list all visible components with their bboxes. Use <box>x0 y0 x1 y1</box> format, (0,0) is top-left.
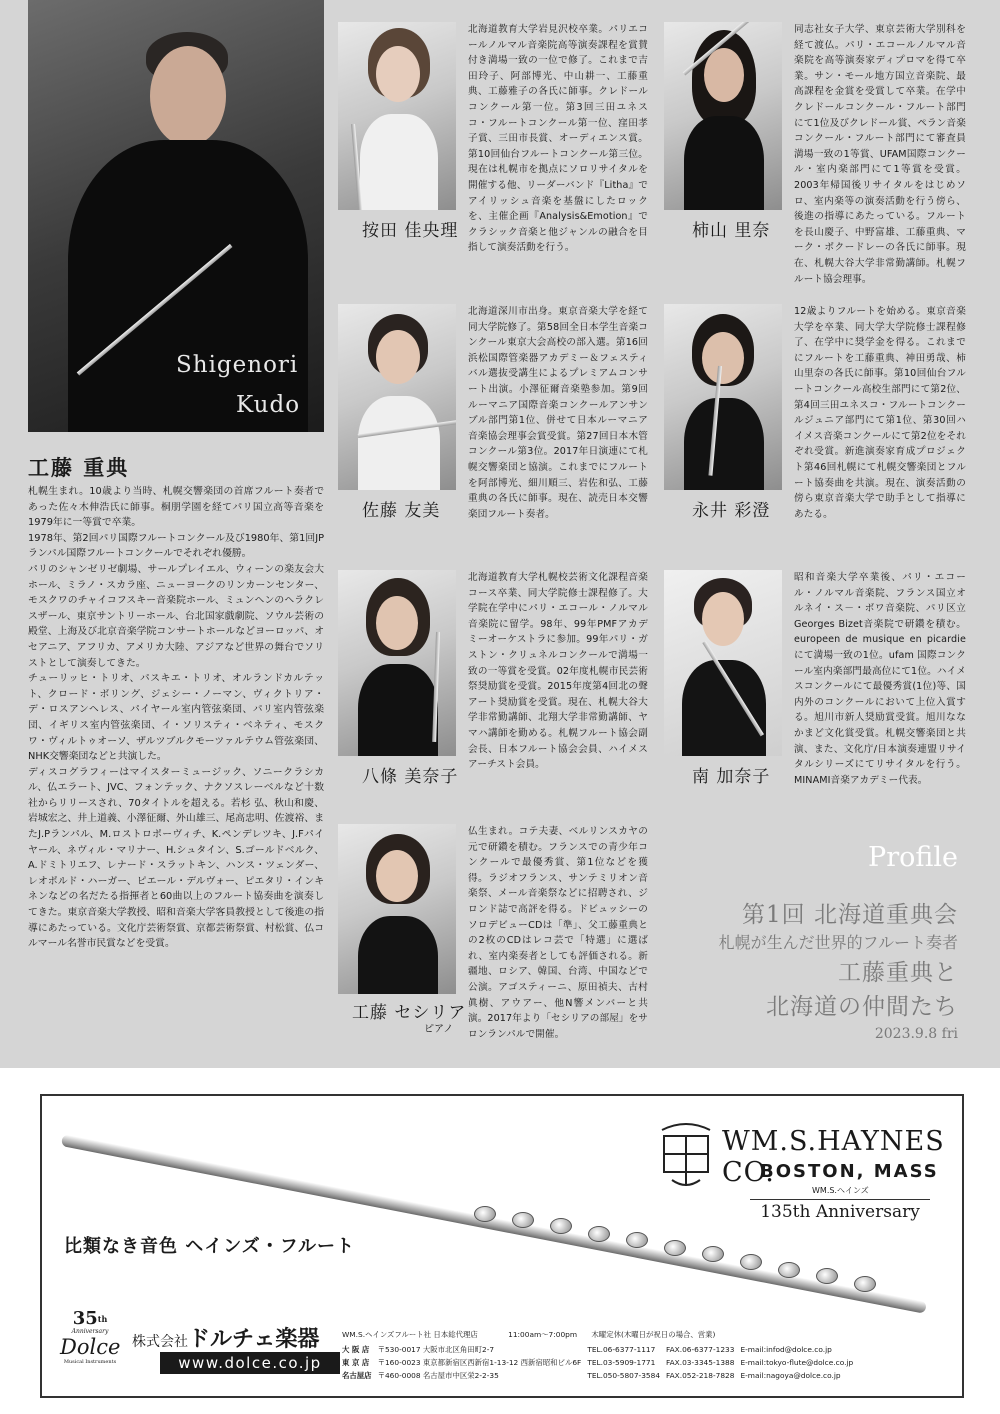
artist-name: 八條 美奈子 <box>362 767 459 787</box>
artist-role: ピアノ <box>424 1024 454 1035</box>
agency-line: WM.S.ヘインズフルート社 日本総代理店 <box>342 1330 478 1339</box>
ad-tagline: 比類なき音色 ヘインズ・フルート <box>64 1236 356 1257</box>
profile-label: Profile <box>868 842 958 873</box>
artist-bio: 昭和音楽大学卒業後、パリ・エコール・ノルマル音楽院、フランス国立オルネイ・ス－・ボワ音楽院、パリ区立Georges Bizet音楽院で研鑽を積む。europeen de musique en picardieにて満場一致の1位。ufam 国際コンクール室内楽部門最高位にて1位。ハイメスコンクールにて最優秀賞(1位)等、国内外のコンクールにおいて上位入賞する。旭川市新人奨励賞受賞。旭川ななかまど文化賞受賞。札幌交響楽団と共演、また、文化庁/日本演奏連盟リサイタルシリーズにてリサイタルを行う。MINAMI音楽アカデミー代表。 <box>794 572 966 786</box>
company-url[interactable]: www.dolce.co.jp <box>160 1352 340 1374</box>
artist-bio: 北海道教育大学岩見沢校卒業。パリエコールノルマル音楽院高等演奏課程を賞賛付き満場一致の一位で修了。これまで吉田玲子、阿部博光、中山耕一、工藤重典、工藤雅子の各氏に師事。クレドールコンクール第一位。第3回三田ユネスコ・フルートコンクール第一位、窪田孝子賞、三田市長賞、オーディエンス賞。第10回仙台フルートコンクール第三位。現在は札幌市を拠点にソロリサイタルを開催する他、リーダーバンド『Litha』でアイリッシュ音楽を基盤にしたロックを、主催企画『Analysis&Emotion』でクラシック音楽と他ジャンルの融合を目指して演奏活動を行う。 <box>468 24 648 254</box>
brand-city: BOSTON, MASS <box>760 1161 939 1182</box>
flute-key <box>816 1268 838 1284</box>
artist-photo <box>664 570 782 756</box>
store-fax: FAX.052-218-7828 <box>666 1371 735 1380</box>
artist-photo <box>338 824 456 994</box>
artist-photo <box>338 570 456 756</box>
store-name: 名古屋店 <box>342 1371 372 1380</box>
store-address: 〒530-0017 大阪市北区角田町2-7 <box>377 1345 495 1354</box>
dolce-logo <box>60 1310 120 1382</box>
flute-key <box>588 1226 610 1242</box>
flute-key <box>854 1276 876 1292</box>
artist-name: 柿山 里奈 <box>692 221 771 241</box>
main-artist-photo <box>28 0 324 432</box>
event-subtitle: 札幌が生んだ世界的フルート奏者 <box>718 933 958 952</box>
bio-paragraph: 1978年、第2回パリ国際フルートコンクール及び1980年、第1回JPランパル国際フルートコンクールでそれぞれ優勝。 <box>28 532 324 560</box>
main-artist-bio <box>28 484 324 952</box>
store-fax: FAX.06-6377-1233 <box>666 1345 735 1354</box>
haynes-advertisement <box>40 1094 964 1398</box>
store-tel: TEL.06-6377-1117 <box>587 1345 656 1354</box>
bio-paragraph: パリのシャンゼリゼ劇場、サールプレイエル、ウィーンの楽友会大ホール、ミラノ・スカラ座、ニューヨークのリンカーンセンター、モスクワのチャイコフスキー音楽院ホール、ミュンヘンのヘラクレスザール、東京サントリーホール、台北国家戲劇院、ソウル芸術の殿堂、上海及び北京音楽学院コンサートホールなどヨーロッパ、オセアニア、アフリカ、アメリカ大陸、アジアなど世界の舞台でソリストとして演奏してきた。 <box>28 563 324 669</box>
artist-photo <box>664 22 782 210</box>
store-row <box>342 1369 859 1382</box>
artist-photo <box>338 22 456 210</box>
brand-kana: WM.S.ヘインズ <box>812 1186 869 1195</box>
company-prefix: 株式会社 <box>132 1334 188 1350</box>
company-name <box>132 1322 319 1353</box>
bio-paragraph: 札幌生まれ。10歳より当時、札幌交響楽団の首席フルート奏者であった佐々木伸浩氏に師事。桐朋学園を経てパリ国立高等音楽を1979年に一等賞で卒業。 <box>28 486 324 529</box>
bio-paragraph: ディスコグラフィーはマイスターミュージック、ソニークラシカル、仏エラート、JVC、フォンテック、ナクソスレーベルなど十数社からリリースされ、70タイトルを超える。若杉 弘、秋山和慶、岩城宏之、井上道義、小澤征爾、外山雄三、尾高忠明、佐渡裕、またJ.Pランパル、M.ロストロポーヴィチ、K.ペンデレツキ、J.Fパイヤール、ネヴィル・マリナー、H.シュタイン、S.ゴールドベルク、A.ドミトリエフ、レナード・スラットキン、ハンス・ツェンダー、レオポルド・ハーガー、ピエール・デルヴォー、ピエタリ・インキネンなどの名だたる指揮者と60曲以上のフルート協奏曲を演奏してきた。東京音楽大学教授、昭和音楽大学客員教授として後進の指導にあたっている。文化庁芸術祭賞、京都芸術祭賞、村松賞、仏コルマール名誉市民賞などを受賞。 <box>28 766 324 950</box>
flute-key <box>512 1212 534 1228</box>
artist-name: 南 加奈子 <box>692 767 771 787</box>
artist-name: 工藤 セシリア <box>352 1003 467 1023</box>
artist-name: 按田 佳央理 <box>362 221 459 241</box>
store-table <box>342 1343 859 1382</box>
closed-days: 木曜定休(木曜日が祝日の場合、営業) <box>591 1330 716 1339</box>
event-headline-1: 工藤重典と <box>838 960 958 986</box>
store-email[interactable]: E-mail:nagoya@dolce.co.jp <box>740 1371 841 1380</box>
flute-key <box>550 1218 572 1234</box>
artist-bio: 12歳よりフルートを始める。東京音楽大学を卒業、同大学大学院修士課程修了、在学中に奨学金を得る。これまでにフルートを工藤重典、神田勇哉、柿山里奈の各氏に師事。第10回仙台フルートコンクール高校生部門にて第2位、第4回三田ユネスコ・フルートコンクールジュニア部門にて第1位、第30回ハイメス音楽コンクールにて第2位をそれぞれ受賞。新進演奏家育成プロジェクト第46回札幌にて札幌交響楽団とフルート協奏曲を共演。現在、演奏活動の傍ら東京音楽大学で助手として指導にあたる。 <box>794 306 966 520</box>
artist-bio: 北海道深川市出身。東京音楽大学を経て同大学院修了。第58回全日本学生音楽コンクール東京大会高校の部入選。第16回浜松国際管楽器アカデミー＆フェスティバル選抜受講生によるプレミアムコンサート出演。小澤征爾音楽塾参加。第9回ルーマニア国際音楽コンクールアンサンブル部門第1位、併せて日本ルーマニア音楽協会理事会賞受賞。第27回日本木管コンクール第3位。2017年日演連にて札幌交響楽団と協演。これまでにフルートを阿部博光、細川順三、岩佐和弘、工藤重典の各氏に師事。現在、読売日本交響楽団フルート奏者。 <box>468 306 648 520</box>
flute-key <box>740 1254 762 1270</box>
store-name: 東 京 店 <box>342 1358 370 1367</box>
haynes-crest-icon <box>654 1116 718 1192</box>
logo-sub: Musical Instruments <box>63 1359 117 1365</box>
flute-key <box>626 1232 648 1248</box>
company-main-name: ドルチェ楽器 <box>188 1327 320 1352</box>
store-email[interactable]: E-mail:infod@dolce.co.jp <box>740 1345 832 1354</box>
business-hours: 11:00am～7:00pm <box>508 1330 578 1339</box>
bio-paragraph: チューリッヒ・トリオ、パスキエ・トリオ、オルランドカルテット、クロード・ボリング、ジェシー・ノーマン、ヴィクトリア・デ・ロスアンヘレス、パイヤール室内管弦楽団、パリ室内管弦楽団、イギリス室内管弦楽団、イ・ソリスティ・ベネティ、モスクワ・ヴィルトゥオーソ、ザルツブルクモーツァルテウム管弦楽団、NHK交響楽団などと共演した。 <box>28 673 324 763</box>
logo-anniversary: Anniversary <box>71 1328 109 1335</box>
flute-key <box>664 1240 686 1256</box>
store-name: 大 阪 店 <box>342 1345 370 1354</box>
logo-number-suffix: th <box>97 1314 108 1324</box>
store-tel: TEL.03-5909-1771 <box>587 1358 656 1367</box>
artist-bio: 同志社女子大学、東京芸術大学別科を経て渡仏。パリ・エコールノルマル音楽院を高等演奏家ディプロマを得て卒業。サン・モール地方国立音楽院、最高課程を金賞を受賞して卒業。在学中クレドールコンクール・フルート部門にて1位及びクレドール賞、ペラン音楽コンクール・フルート部門にて審査員満場一致の1等賞、UFAM国際コンクール・室内楽部門にて1等賞を受賞。2003年帰国後リサイタルをはじめソロ、室内楽等の演奏活動を行う傍ら、後進の指導にあたっている。フルートを長山慶子、中野富雄、工藤重典、マーク・ボクードレーの各氏に師事。現在、札幌大谷大学非常勤講師。札幌フルート協会理事。 <box>794 24 966 285</box>
flute-key <box>702 1246 724 1262</box>
store-address: 〒460-0008 名古屋市中区栄2-2-35 <box>377 1371 499 1380</box>
logo-number: 35 <box>72 1308 98 1329</box>
flute-key <box>778 1262 800 1278</box>
store-row <box>342 1356 859 1369</box>
event-title: 第1回 北海道重典会 <box>742 902 958 928</box>
artist-photo <box>664 304 782 490</box>
flute-key <box>474 1206 496 1222</box>
artist-name: 佐藤 友美 <box>362 501 441 521</box>
store-list <box>342 1328 859 1382</box>
brand-name: WM.S.HAYNES CO. <box>722 1126 945 1188</box>
artist-name: 永井 彩澄 <box>692 501 771 521</box>
artist-bio: 北海道教育大学札幌校芸術文化課程音楽コース卒業、同大学院修士課程修了。大学院在学中にパリ・エコール・ノルマル音楽院に留学。98年、99年PMFアカデミーオーケストラに参加。99年パリ・ガストン・クリュネルコンクールで満場一致の一等賞を受賞。02年度札幌市民芸術祭奨励賞を受賞。2015年度第4回北の聲アート奨励賞を受賞。現在、札幌大谷大学非常勤講師、北翔大学非常勤講師、ヤマハ講師を勤める。札幌フルート協会副会長、日本フルート協会会員、ハイメスアーチスト会員。 <box>468 572 648 771</box>
anniversary-label: 135th Anniversary <box>750 1199 930 1222</box>
store-tel: TEL.050-5807-3584 <box>587 1371 661 1380</box>
signature-first-name: Shigenori <box>176 352 299 378</box>
store-row <box>342 1343 859 1356</box>
store-email[interactable]: E-mail:tokyo-flute@dolce.co.jp <box>740 1358 854 1367</box>
signature-last-name: Kudo <box>236 392 301 418</box>
main-artist-name: 工藤 重典 <box>28 455 130 480</box>
artist-bio: 仏生まれ。コテ夫妻、ベルリンスカヤの元で研鑽を積む。フランスでの青少年コンクールで最優秀賞、第1位などを獲得。ラジオフランス、サンテミリオン音楽祭、メール音楽祭などに招聘され、ジロンド誌で高評を得る。ドビュッシーのソロデビューCDは「準」、父工藤重典との2枚のCDはレコ芸で「特選」に選ばれ、室内楽奏者としても評価される。新疆地、ロシア、韓国、台湾、中国などで公演。アゴスティーニ、原田禎夫、古村眞樹、アウアー、他N響メンバーと共演。2017年より「セシリアの部屋」をサロンランパルで開催。 <box>468 826 648 1040</box>
artist-photo <box>338 304 456 490</box>
logo-dolce: Dolce <box>60 1335 121 1359</box>
event-headline-2: 北海道の仲間たち <box>766 994 958 1020</box>
store-address: 〒160-0023 東京都新宿区西新宿1-13-12 西新宿昭和ビル6F <box>377 1358 582 1367</box>
store-fax: FAX.03-3345-1388 <box>666 1358 735 1367</box>
event-date: 2023.9.8 fri <box>874 1026 958 1042</box>
